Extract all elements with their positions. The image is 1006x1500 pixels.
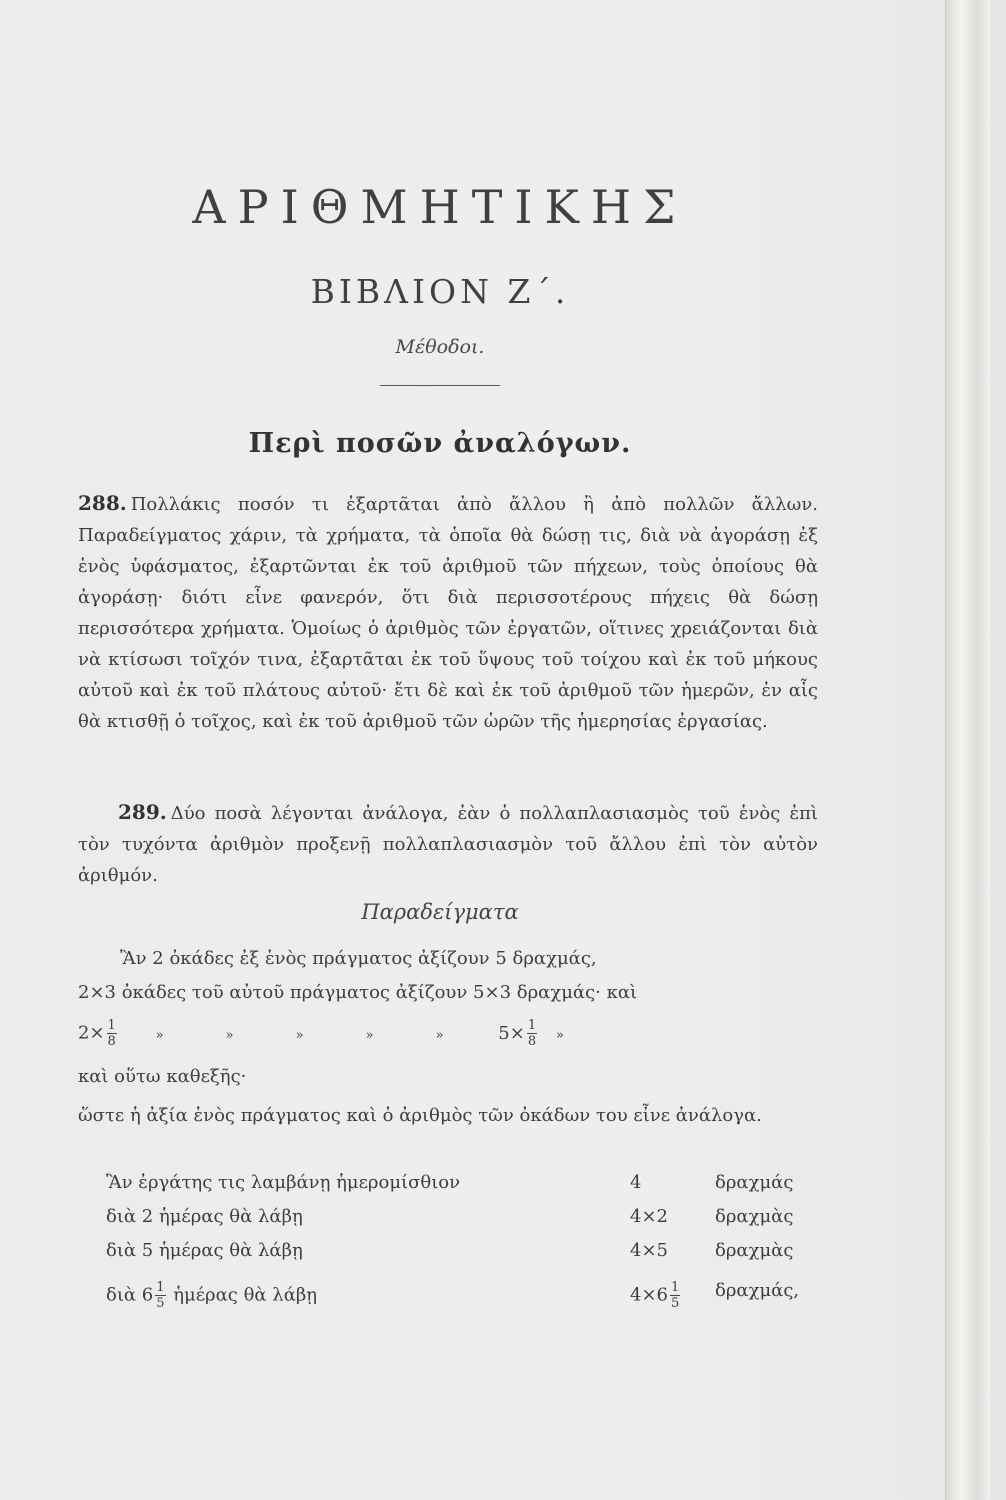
line3-left: 2× bbox=[78, 1022, 105, 1044]
example1-line1: Ἂν 2 ὀκάδες ἐξ ἑνὸς πράγματος ἀξίζουν 5 δραχμάς, bbox=[120, 948, 597, 969]
ditto-mark: » bbox=[435, 1027, 444, 1043]
fraction: $\frac{1}{5}$ bbox=[671, 1280, 680, 1311]
ditto-mark: » bbox=[225, 1027, 234, 1043]
section-heading: Περὶ ποσῶν ἀναλόγων. bbox=[248, 428, 632, 459]
paragraph-289 bbox=[78, 797, 818, 891]
ditto-mark: » bbox=[555, 1027, 564, 1043]
line3-right: 5× bbox=[498, 1022, 525, 1044]
example1-line4: καὶ οὕτω καθεξῆς· bbox=[78, 1066, 247, 1087]
example1-line3 bbox=[78, 1018, 818, 1049]
ditto-mark: » bbox=[295, 1027, 304, 1043]
example2-last-right: δραχμάς, bbox=[715, 1280, 800, 1301]
page-edge bbox=[945, 0, 990, 1500]
fraction: $\frac{1}{8}$ bbox=[527, 1018, 537, 1049]
subtitle: Μέθοδοι. bbox=[395, 336, 485, 358]
example2-row-mid: 4×5 bbox=[630, 1240, 668, 1261]
example1-line2: 2×3 ὀκάδες τοῦ αὐτοῦ πράγματος ἀξίζουν 5×3 δραχμάς· καὶ bbox=[78, 982, 638, 1003]
example2-row-right: δραχμὰς bbox=[715, 1206, 794, 1227]
fraction: $\frac{1}{8}$ bbox=[107, 1018, 116, 1049]
example2-row-mid: 4 bbox=[630, 1172, 642, 1193]
paragraph-number: 288. bbox=[78, 491, 127, 515]
book-heading: ΒΙΒΛΙΟΝ Ζ΄. bbox=[310, 272, 570, 311]
example2-row-right: δραχμὰς bbox=[715, 1240, 794, 1261]
divider bbox=[380, 385, 500, 386]
paragraph-number: 289. bbox=[118, 800, 167, 824]
example2-row-right: δραχμάς bbox=[715, 1172, 794, 1193]
fraction: $\frac{1}{5}$ bbox=[156, 1280, 165, 1311]
ditto-mark: » bbox=[155, 1027, 164, 1043]
example2-row-left: διὰ 2 ἡμέρας θὰ λάβῃ bbox=[106, 1206, 303, 1227]
example1-line5: ὥστε ἡ ἀξία ἑνὸς πράγματος καὶ ὁ ἀριθμὸς τῶν ὀκάδων του εἶνε ἀνάλογα. bbox=[78, 1105, 762, 1126]
ditto-mark: » bbox=[365, 1027, 374, 1043]
paragraph-text: Δύο ποσὰ λέγονται ἀνάλογα, ἐὰν ὁ πολλαπλασιασμὸς τοῦ ἑνὸς ἐπὶ τὸν τυχόντα ἀριθμὸν προξενῇ πολλαπλασιασμὸν τοῦ ἄλλου ἐπὶ τὸν αὐτὸν ἀριθμόν. bbox=[78, 803, 818, 886]
page-title: ΑΡΙΘΜΗΤΙΚΗΣ bbox=[192, 180, 688, 234]
examples-heading: Παραδείγματα bbox=[361, 900, 519, 924]
example2-last-left: διὰ 6 $\frac{1}{5}$ ἡμέρας θὰ λάβῃ bbox=[106, 1280, 318, 1311]
example2-row-left: Ἂν ἐργάτης τις λαμβάνῃ ἡμερομίσθιον bbox=[106, 1172, 461, 1193]
example2-last-mid: 4×6 $\frac{1}{5}$ bbox=[630, 1280, 680, 1311]
paragraph-288 bbox=[78, 488, 818, 737]
example2-row-left: διὰ 5 ἡμέρας θὰ λάβῃ bbox=[106, 1240, 303, 1261]
paragraph-text: Πολλάκις ποσόν τι ἐξαρτᾶται ἀπὸ ἄλλου ἢ ἀπὸ πολλῶν ἄλλων. Παραδείγματος χάριν, τὰ χρήματα, τὰ ὁποῖα θὰ δώσῃ τις, διὰ νὰ ἀγοράσῃ ἐξ ἑνὸς ὑφάσματος, ἐξαρτῶνται ἐκ τοῦ ἀριθμοῦ τῶν πήχεων, τοὺς ὁποίους θὰ ἀγοράσῃ· διότι εἶνε φανερόν, ὅτι διὰ περισσοτέρους πήχεις θὰ δώσῃ περισσότερα χρήματα. Ὁμοίως ὁ ἀριθμὸς τῶν ἐργατῶν, οἵτινες χρειάζονται διὰ νὰ κτίσωσι τοῖχόν τινα, ἐξαρτᾶται ἐκ τοῦ ὕψους τοῦ τοίχου καὶ ἐκ τοῦ μήκους αὐτοῦ καὶ ἐκ τοῦ πλάτους αὐτοῦ· ἔτι δὲ καὶ ἐκ τοῦ ἀριθμοῦ τῶν ἡμερῶν, ἐν αἷς θὰ κτισθῇ ὁ τοῖχος, καὶ ἐκ τοῦ ἀριθμοῦ τῶν ὡρῶν τῆς ἡμερησίας ἐργασίας. bbox=[78, 494, 818, 732]
example2-row-mid: 4×2 bbox=[630, 1206, 668, 1227]
